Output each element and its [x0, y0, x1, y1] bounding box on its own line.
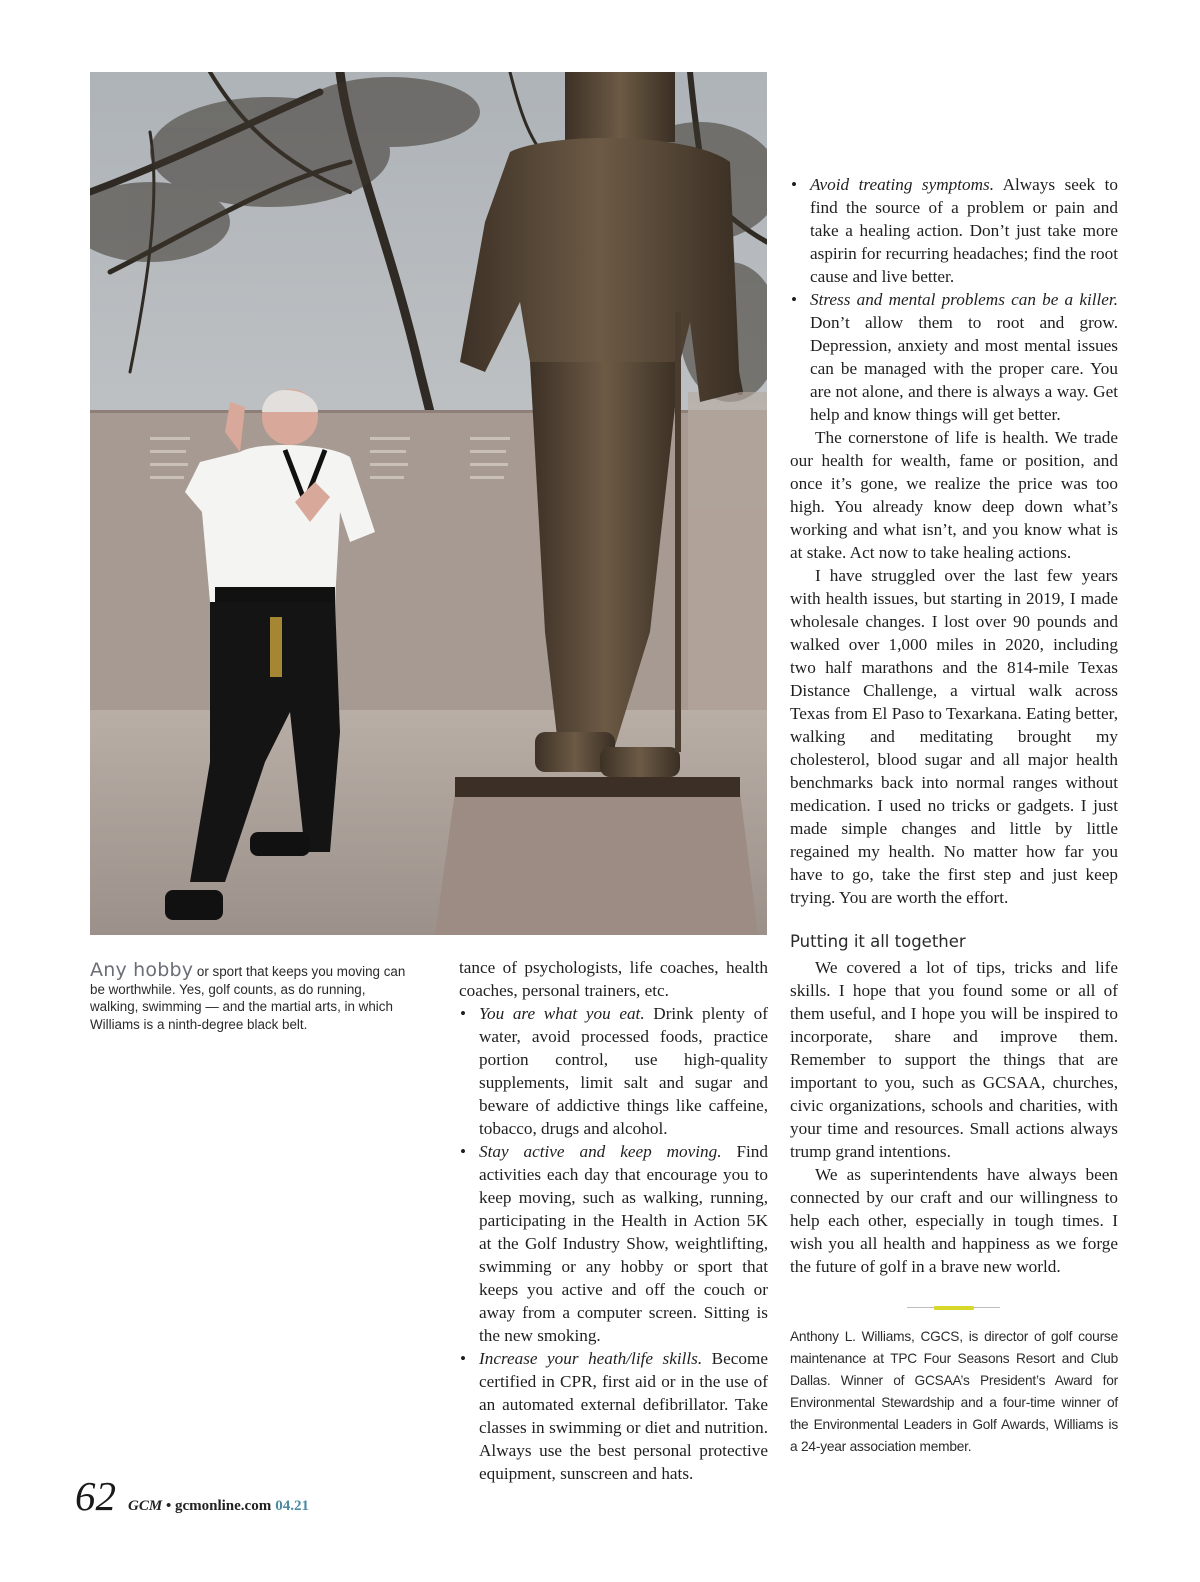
list-item [459, 1347, 768, 1485]
list-item [790, 173, 1118, 288]
issue-date: 04.21 [275, 1498, 309, 1514]
section-subheading: Putting it all together [790, 932, 966, 951]
body-paragraph: We as superintendents have always been connected by our craft and our willingness to help each other, especially in tough times. I wish you all health and happiness as we forge the future of golf in a brave new world. [790, 1165, 1118, 1276]
page-footer [75, 1472, 309, 1520]
tip-lead: Stay active and keep moving. [479, 1142, 722, 1161]
end-divider [907, 1306, 1000, 1309]
article-column-right [790, 173, 1118, 909]
caption-lead: Any hobby [90, 959, 194, 981]
list-item [459, 1140, 768, 1347]
feature-photo [90, 72, 767, 935]
caption-text: or sport that keeps you moving can be worthwhile. Yes, golf counts, as do running, walking, swimming — and the martial arts, in which Williams is a ninth-degree black belt. [90, 964, 406, 1032]
photo-caption [90, 959, 412, 1033]
author-bio: Anthony L. Williams, CGCS, is director of golf course maintenance at TPC Four Seasons Resort and Club Dallas. Winner of GCSAA’s President’s Award for Environmental Stewardship and a four-time winner of the Environmental Leaders in Golf Awards, Williams is a 24-year association member. [790, 1329, 1118, 1454]
list-item [790, 288, 1118, 426]
body-paragraph: The cornerstone of life is health. We trade our health for wealth, fame or position, and once it’s gone, we realize the price was too high. You already know deep down what’s working and what isn’t, and you know what is at stake. Act now to take healing actions. [790, 428, 1118, 562]
tip-lead: Stress and mental problems can be a killer. [810, 290, 1118, 309]
article-column-middle [459, 956, 768, 1485]
site-url: gcmonline.com [174, 1498, 272, 1514]
tip-lead: Increase your heath/life skills. [479, 1349, 703, 1368]
article-column-right-closing [790, 956, 1118, 1278]
tip-lead: You are what you eat. [479, 1004, 645, 1023]
page-number: 62 [75, 1473, 116, 1519]
martial-arts-statue-photo-icon [90, 72, 767, 935]
tip-lead: Avoid treating symptoms. [810, 175, 995, 194]
tip-text: Drink plenty of water, avoid processed foods, practice portion control, use high-quality supplements, limit salt and sugar and beware of addictive things like caffeine, tobacco, drugs and alcohol. [479, 1004, 768, 1138]
tip-text: Find activities each day that encourage you to keep moving, such as walking, running, participating in the Health in Action 5K at the Golf Industry Show, weightlifting, swimming or any hobby or sport that keeps you active and off the couch or away from a computer screen. Sitting is the new smoking. [479, 1142, 768, 1345]
body-paragraph: We covered a lot of tips, tricks and life skills. I hope that you found some or all of them useful, and I hope you will be inspired to incorporate, share and improve them. Remember to support the things that are important to you, such as GCSAA, churches, civic organizations, schools and charities, with your time and resources. Small actions always trump grand intentions. [790, 958, 1118, 1161]
tip-text: Don’t allow them to root and grow. Depression, anxiety and most mental issues can be managed with the proper care. You are not alone, and there is always a way. Get help and know things will get better. [810, 313, 1118, 424]
footer-separator: • [162, 1498, 175, 1514]
tips-list-right [790, 173, 1118, 426]
body-paragraph: I have struggled over the last few years with health issues, but starting in 2019, I made wholesale changes. I lost over 90 pounds and walked over 1,000 miles in 2020, including two half marathons and the 814-mile Texas Distance Challenge, a virtual walk across Texas from El Paso to Texarkana. Eating better, walking and meditating brought my cholesterol, blood sugar and all major health benchmarks back into normal ranges without medication. I used no tricks or gadgets. I just made simple changes and little by little regained my health. No matter how far you have to go, take the first step and just keep trying. You are worth the effort. [790, 566, 1118, 907]
tip-text: Always seek to find the source of a problem or pain and take a healing action. Don’t just take more aspirin for recurring headaches; find the root cause and live better. [810, 175, 1118, 286]
paragraph-continuation: tance of psychologists, life coaches, health coaches, personal trainers, etc. [459, 958, 768, 1000]
tip-text: Become certified in CPR, first aid or in the use of an automated external defibrillator. Take classes in swimming or diet and nutrition. Always use the best personal protective equipment, sunscreen and hats. [479, 1349, 768, 1483]
magazine-name: GCM [128, 1498, 163, 1514]
list-item [459, 1002, 768, 1140]
tips-list-middle [459, 1002, 768, 1485]
